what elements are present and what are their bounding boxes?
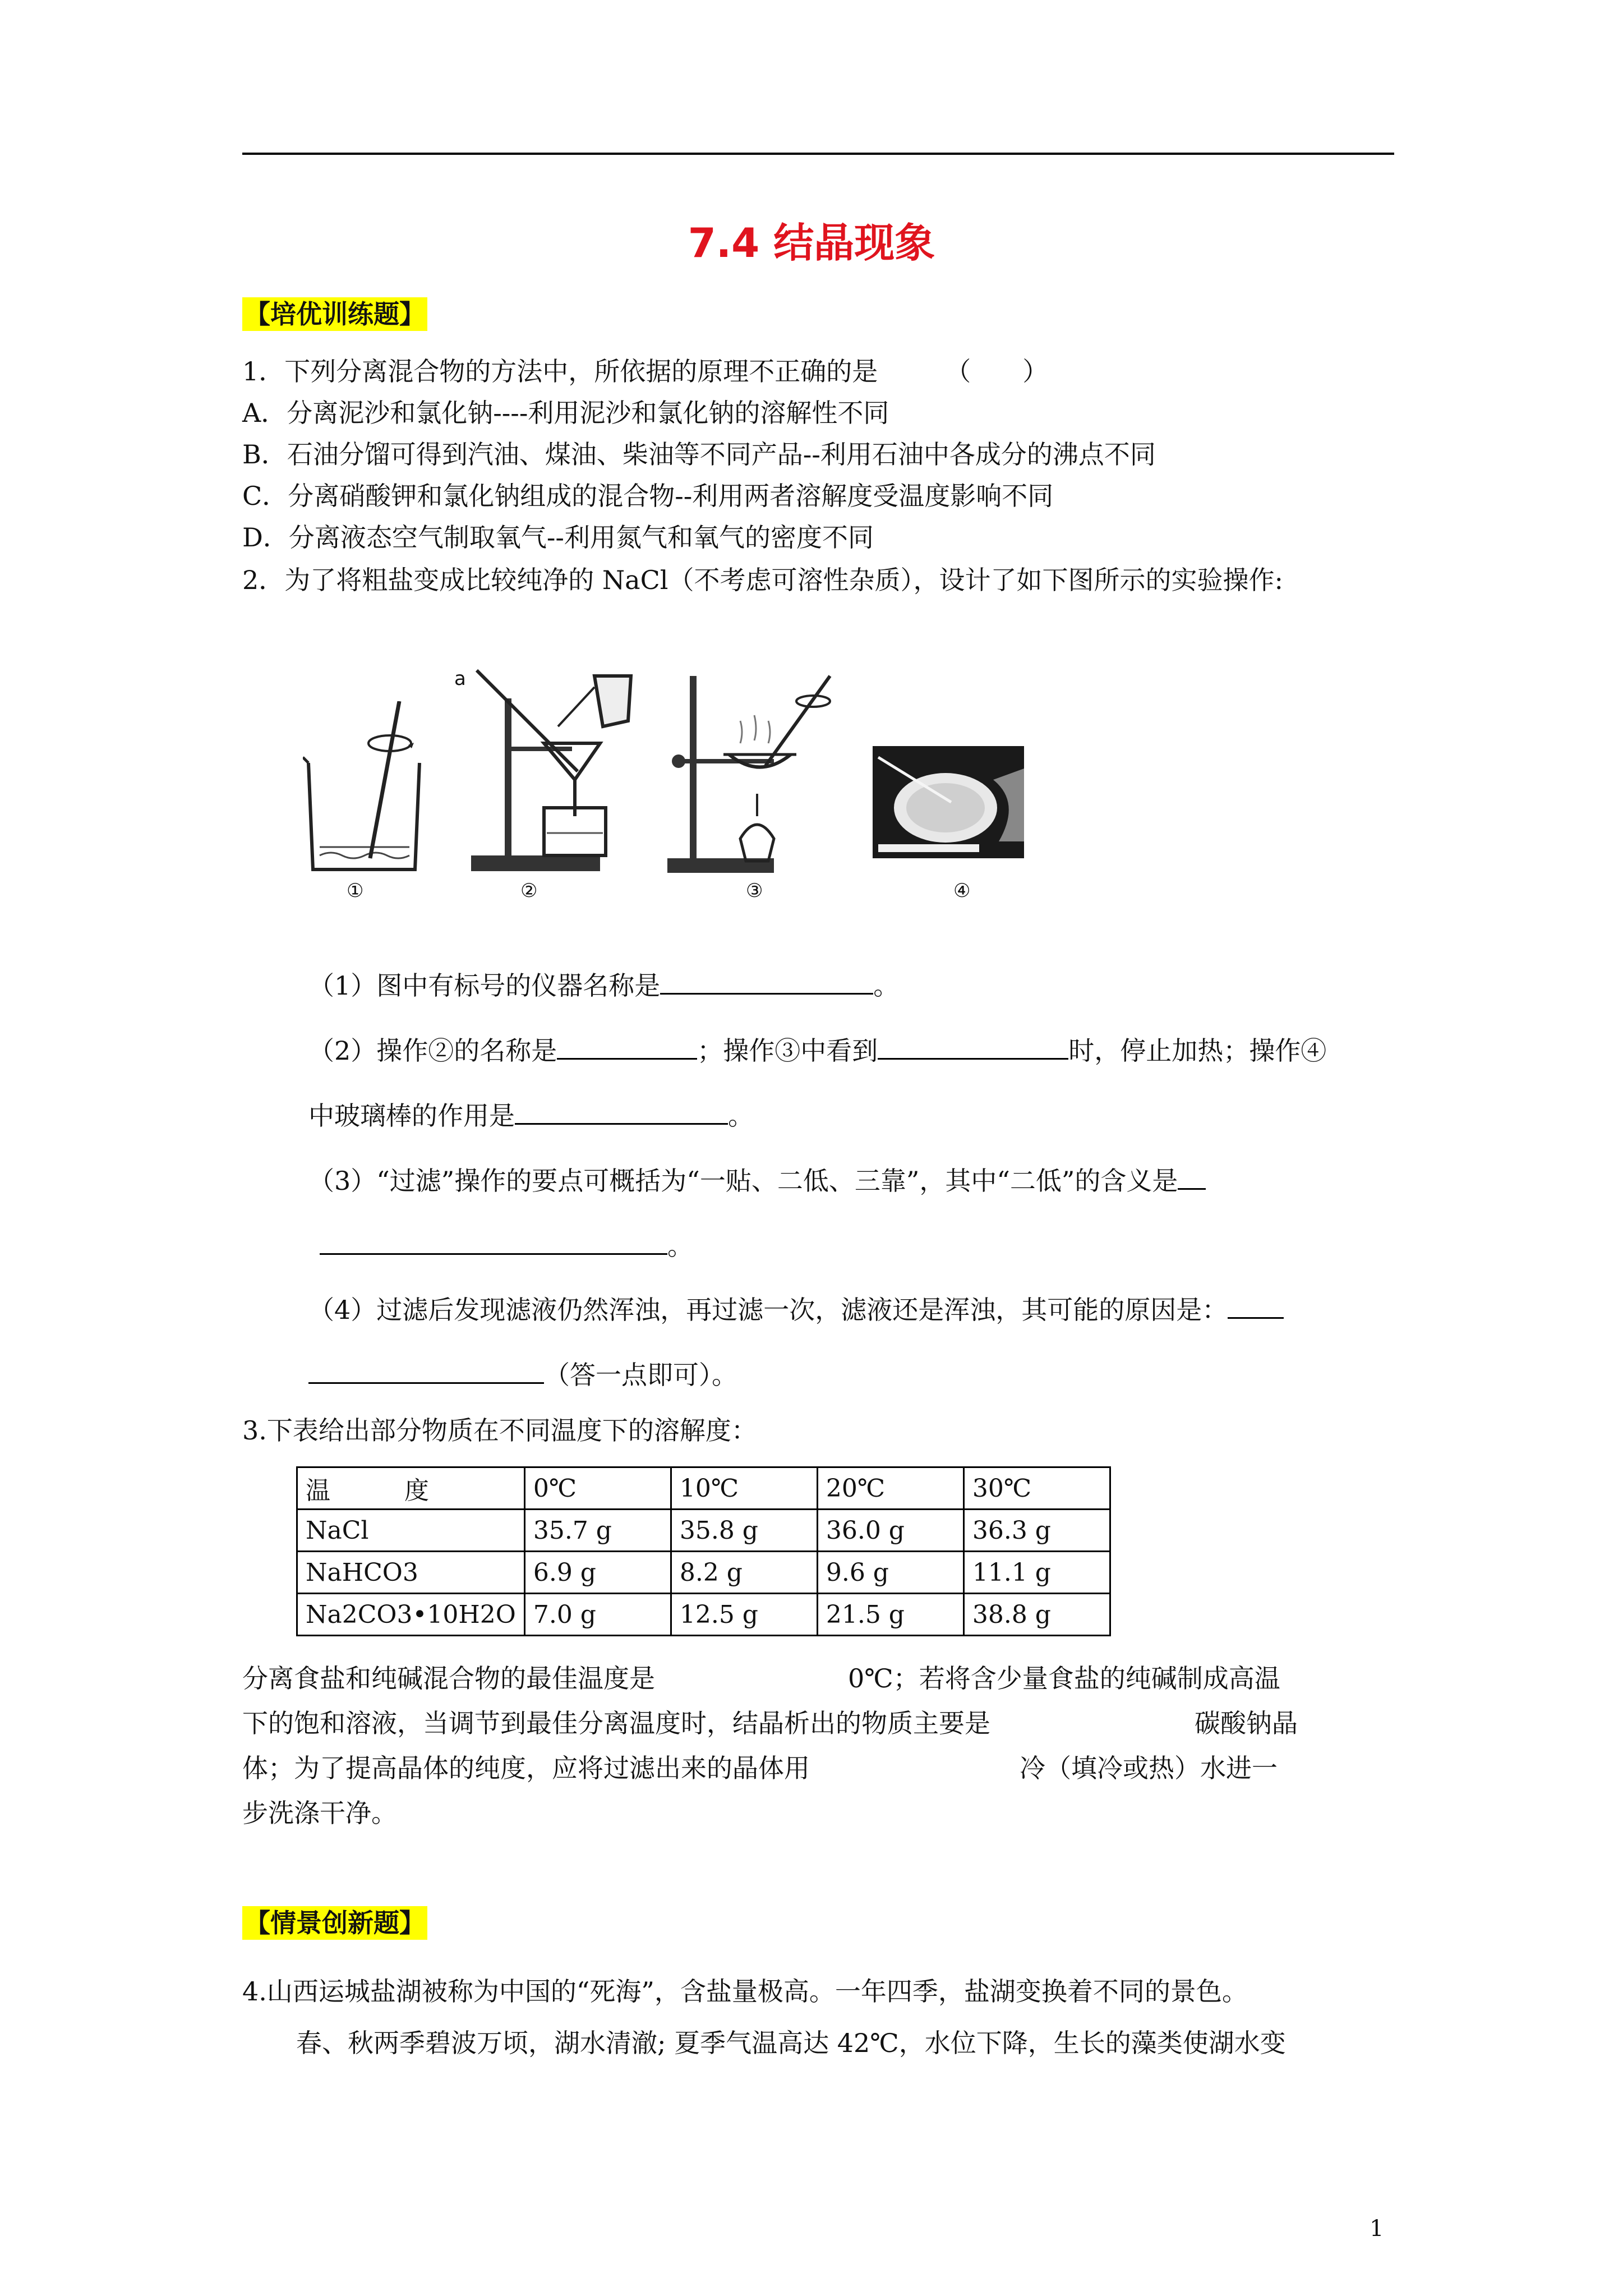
table-header-row	[297, 1467, 1110, 1510]
q2-sub2-text-b: ；操作③中看到	[697, 1036, 878, 1066]
table-cell: NaHCO3	[297, 1552, 525, 1594]
table-cell: 35.7 g	[524, 1510, 671, 1552]
table-cell: 6.9 g	[524, 1552, 671, 1594]
q2-sub2	[308, 1030, 1326, 1068]
q2-sub4-blank[interactable]	[308, 1354, 544, 1384]
q1-stem	[242, 355, 1048, 388]
q2-sub2-blank-2[interactable]	[878, 1030, 1068, 1060]
q2-sub2-text-c: 时，停止加热；操作④	[1068, 1036, 1327, 1066]
q2-sub1-blank[interactable]	[660, 965, 873, 995]
table-header-cell: 0℃	[524, 1467, 671, 1510]
q3-stem: 3.下表给出部分物质在不同温度下的溶解度：	[242, 1415, 757, 1446]
q2-sub1	[308, 965, 899, 1002]
q2-sub3-cont	[320, 1225, 693, 1263]
section-tag-scenario: 【情景创新题】	[242, 1906, 427, 1940]
q4-line2: 春、秋两季碧波万顷，湖水清澈; 夏季气温高达 42℃，水位下降，生长的藻类使湖水变	[296, 2028, 1286, 2058]
q2-sub3-text: （3）“过滤”操作的要点可概括为“一贴、二低、三靠”，其中“二低”的含义是	[308, 1166, 1178, 1196]
q2-sub4-cont	[308, 1354, 737, 1392]
q2-sub2-text-e: 。	[728, 1101, 754, 1131]
table-header-cell: 20℃	[817, 1467, 963, 1510]
q2-sub3-end: 。	[667, 1231, 693, 1261]
solubility-table	[296, 1466, 1111, 1636]
table-cell: 8.2 g	[671, 1552, 817, 1594]
table-row	[297, 1552, 1110, 1594]
table-cell: 7.0 g	[524, 1594, 671, 1636]
table-header-cell: 30℃	[963, 1467, 1110, 1510]
q2-sub2-cont	[308, 1095, 754, 1133]
table-cell: 35.8 g	[671, 1510, 817, 1552]
table-header-cell: 温 度	[297, 1467, 525, 1510]
q2-sub2-text-a: （2）操作②的名称是	[308, 1036, 557, 1066]
table-header-cell: 10℃	[671, 1467, 817, 1510]
table-cell: 12.5 g	[671, 1594, 817, 1636]
figure-label-2: ②	[520, 880, 538, 902]
q3-text-3a: 体；为了提高晶体的纯度，应将过滤出来的晶体用	[242, 1753, 810, 1783]
table-cell: NaCl	[297, 1510, 525, 1552]
q2-sub4-end: （答一点即可）。	[544, 1360, 737, 1390]
q3-text-2b: 碳酸钠晶	[1195, 1708, 1298, 1738]
q2-sub2-text-d: 中玻璃棒的作用是	[308, 1101, 515, 1131]
figure-label-a: a	[454, 668, 466, 690]
q2-sub3	[308, 1160, 1206, 1198]
table-cell: 21.5 g	[817, 1594, 963, 1636]
q2-sub3-blank[interactable]	[320, 1225, 667, 1255]
figure-label-4: ④	[953, 880, 971, 902]
q2-sub2-blank-1[interactable]	[557, 1030, 697, 1060]
table-cell: 9.6 g	[817, 1552, 963, 1594]
q1-option-b: B．石油分馏可得到汽油、煤油、柴油等不同产品--利用石油中各成分的沸点不同	[242, 439, 1156, 470]
q2-sub4-text: （4）过滤后发现滤液仍然浑浊，再过滤一次，滤液还是浑浊，其可能的原因是：	[308, 1295, 1228, 1325]
q3-text-1a: 分离食盐和纯碱混合物的最佳温度是	[242, 1663, 655, 1694]
q3-paragraph-line4: 步洗涤干净。	[242, 1798, 397, 1828]
q4-line1: 4.山西运城盐湖被称为中国的“死海”，含盐量极高。一年四季，盐湖变换着不同的景色。	[242, 1976, 1248, 2007]
q1-option-d: D．分离液态空气制取氧气--利用氮气和氧气的密度不同	[242, 522, 874, 553]
figure-evaporation-setup	[662, 670, 852, 878]
page-number: 1	[1370, 2216, 1384, 2242]
q1-answer-paren: （ ）	[945, 356, 1049, 386]
figure-filtration-setup	[460, 665, 639, 878]
q1-option-a: A．分离泥沙和氯化钠----利用泥沙和氯化钠的溶解性不同	[242, 398, 889, 428]
q3-text-1b: 0℃；若将含少量食盐的纯碱制成高温	[848, 1663, 1280, 1694]
figure-label-1: ①	[347, 880, 364, 902]
q3-paragraph-line3	[242, 1751, 1278, 1785]
figure-dissolving-beaker	[303, 701, 437, 875]
q3-text-3b: 冷（填冷或热）水进一	[1020, 1753, 1278, 1783]
table-cell: 11.1 g	[963, 1552, 1110, 1594]
q2-stem: 2．为了将粗盐变成比较纯净的 NaCl（不考虑可溶性杂质），设计了如下图所示的实验操作:	[242, 565, 1283, 595]
table-cell: 36.3 g	[963, 1510, 1110, 1552]
q1-stem-text: 1．下列分离混合物的方法中，所依据的原理不正确的是	[242, 356, 878, 386]
table-cell: Na2CO3•10H2O	[297, 1594, 525, 1636]
header-rule	[242, 153, 1394, 155]
q3-paragraph-line1	[242, 1662, 1280, 1695]
q2-sub1-text: （1）图中有标号的仪器名称是	[308, 970, 661, 1001]
figure-transfer-photo	[873, 746, 1024, 864]
table-cell: 36.0 g	[817, 1510, 963, 1552]
section-tag-training: 【培优训练题】	[242, 297, 427, 331]
q2-sub1-end: 。	[873, 970, 900, 1001]
q2-sub3-blank-start[interactable]	[1178, 1160, 1206, 1190]
q2-sub4-blank-start[interactable]	[1228, 1289, 1284, 1319]
table-row	[297, 1594, 1110, 1636]
q3-text-2a: 下的饱和溶液，当调节到最佳分离温度时，结晶析出的物质主要是	[242, 1708, 990, 1738]
table-row	[297, 1510, 1110, 1552]
page-title: 7.4 结晶现象	[688, 219, 935, 266]
q1-option-c: C．分离硝酸钾和氯化钠组成的混合物--利用两者溶解度受温度影响不同	[242, 481, 1054, 511]
q2-sub2-blank-3[interactable]	[515, 1095, 728, 1125]
figure-label-3: ③	[746, 880, 763, 902]
table-cell: 38.8 g	[963, 1594, 1110, 1636]
q3-paragraph-line2	[242, 1706, 1298, 1740]
q2-sub4	[308, 1289, 1284, 1327]
